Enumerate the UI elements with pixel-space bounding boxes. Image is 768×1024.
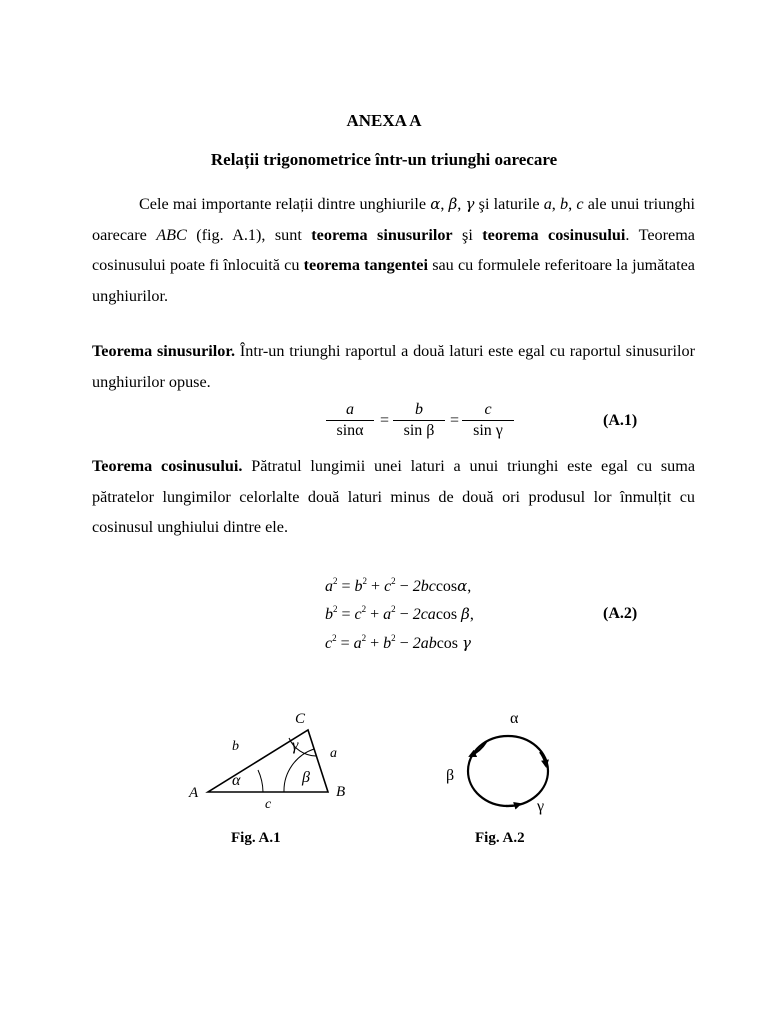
cosine-theorem-paragraph xyxy=(92,451,695,543)
alpha-arc xyxy=(258,770,263,792)
equation-label-a2: (A.2) xyxy=(603,605,638,622)
denominator: sin β xyxy=(403,422,435,439)
fraction-a-sin-alpha xyxy=(326,401,374,440)
intro-text-4: (fig. A.1), sunt xyxy=(186,225,312,244)
fig-a1-caption: Fig. A.1 xyxy=(231,830,281,846)
triangle-figure xyxy=(180,700,370,820)
cosine-line-3: $c^2 = a^2 + b^2 - 2abcos$ γ xyxy=(325,633,471,652)
gamma-symbol: γ xyxy=(465,195,475,213)
vertex-a-label: A xyxy=(189,785,199,801)
gamma-label: γ xyxy=(292,737,299,754)
gamma-label: γ xyxy=(537,798,545,815)
fraction-c-sin-gamma xyxy=(462,401,514,440)
alpha-symbol: α xyxy=(430,195,441,213)
intro-text-5: şi xyxy=(452,225,483,244)
term-cosine-theorem: teorema cosinusului xyxy=(482,225,626,244)
circle-figure xyxy=(440,700,570,820)
cosine-theorem-heading: Teorema cosinusului. xyxy=(92,457,243,475)
beta-label: β xyxy=(446,767,455,784)
triangle-shape xyxy=(208,730,328,792)
alpha-label: α xyxy=(232,772,241,789)
intro-text-1: Cele mai importante relații dintre unghiurile xyxy=(139,195,431,213)
side-a-label: a xyxy=(330,746,337,761)
denominator: sinα xyxy=(336,422,364,439)
term-tangent-theorem: teorema tangentei xyxy=(303,256,428,274)
vertex-c-label: C xyxy=(295,711,306,727)
intro-text-2: şi laturile xyxy=(474,195,544,213)
numerator: b xyxy=(393,401,445,421)
intro-sep: , xyxy=(440,195,449,213)
denominator: sin γ xyxy=(473,422,503,439)
cosine-line-2: $b^2 = c^2 + a^2 - 2cacos$ β, xyxy=(325,604,474,623)
side-a: a xyxy=(543,195,552,213)
term-sine-theorem: teorema sinusurilor xyxy=(311,225,453,244)
section-subtitle: Relații trigonometrice într-un triunghi oarecare xyxy=(210,150,558,169)
sine-theorem-heading: Teorema sinusurilor. xyxy=(92,342,236,360)
cosine-theorem-text: Pătratul lungimii unei laturi a unui triunghi este egal cu suma pătratelor lungimilor celorlalte două laturi minus de două ori produsul lor înmulțit cu cosinusul unghiului dintre ele. xyxy=(92,457,695,536)
side-c-label: c xyxy=(265,797,272,812)
fraction-b-sin-beta xyxy=(393,401,445,440)
sine-theorem-text: Într-un triunghi raportul a două laturi este egal cu raportul sinusurilor unghiurilor opuse. xyxy=(92,342,695,391)
intro-sep: , xyxy=(551,195,561,213)
intro-text-7: sau cu formulele referitoare la jumătatea unghiurilor. xyxy=(92,256,695,305)
intro-paragraph xyxy=(92,189,695,311)
equals-sign: = xyxy=(450,412,460,429)
equals-sign: = xyxy=(380,412,390,429)
numerator: a xyxy=(326,401,374,421)
intro-text-3: ale unui triunghi oarecare xyxy=(92,195,695,244)
side-b: b xyxy=(560,195,569,213)
beta-label: β xyxy=(302,769,310,786)
alpha-label: α xyxy=(510,710,519,727)
intro-sep: , xyxy=(457,195,466,213)
vertex-b-label: B xyxy=(336,784,346,800)
appendix-title: ANEXA A xyxy=(346,111,422,130)
side-b-label: b xyxy=(232,739,239,754)
beta-symbol: β xyxy=(448,195,458,213)
numerator: c xyxy=(462,401,514,421)
arrow-bottom xyxy=(506,804,520,806)
triangle-abc: ABC xyxy=(156,225,187,244)
sine-theorem-paragraph xyxy=(92,336,695,397)
fig-a2-caption: Fig. A.2 xyxy=(475,830,525,846)
intro-text-6: . Teorema cosinusului poate fi înlocuită cu xyxy=(92,225,695,274)
cosine-line-1: $a^2 = b^2 + c^2 - 2bccos\alpha$, xyxy=(325,576,472,595)
circle-shape xyxy=(468,736,548,806)
equation-label-a1: (A.1) xyxy=(603,412,638,429)
intro-sep: , xyxy=(568,195,577,213)
side-c: c xyxy=(576,195,584,213)
